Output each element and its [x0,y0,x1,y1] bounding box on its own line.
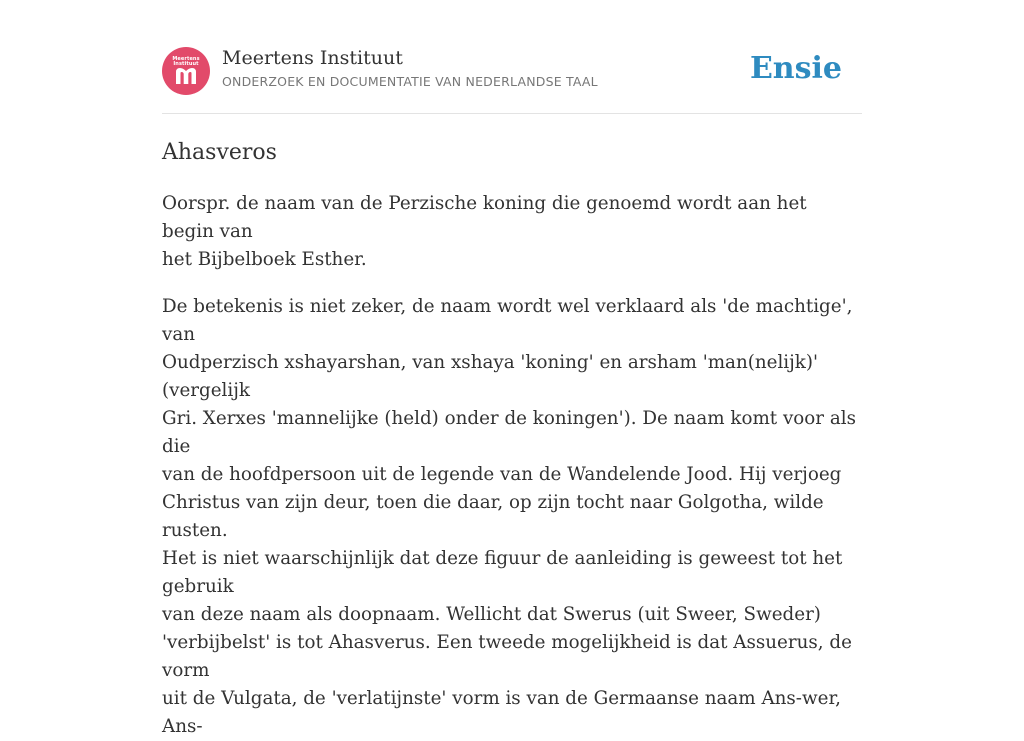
ensie-brand-logo[interactable]: Ensie [749,51,842,86]
entry-paragraph: De betekenis is niet zeker, de naam wordt wel verklaard als 'de machtige', van Oudperzisch xshayarshan, van xshaya 'koning' en arsham 'man(nelijk)' (vergelijk Gri. Xerxes 'mannelijke (held) onder de koningen'). De naam komt voor als die van de hoofdpersoon uit de legende van de Wandelende Jood. Hij verjoeg Christus van zijn deur, toen die daar, op zijn tocht naar Golgotha, wilde rusten. Het is niet waarschijnlijk dat deze figuur de aanleiding is geweest tot het gebruik van deze naam als doopnaam. Wellicht dat Swerus (uit Sweer, Sweder) 'verbijbelst' is tot Ahasverus. Een tweede mogelijkheid is dat Assuerus, de vorm uit de Vulgata, de 'verlatijnste' vorm is van de Germaanse naam Ans-wer, Ans- [162,296,856,737]
entry-content [162,136,862,741]
logo-text-line2: Instituut [173,61,199,67]
institute-tagline: ONDERZOEK EN DOCUMENTATIE VAN NEDERLANDSE TAAL [222,74,598,89]
meertens-logo[interactable] [162,47,210,95]
m-logo-icon [175,67,197,85]
entry-paragraph: Oorspr. de naam van de Perzische koning die genoemd wordt aan het begin van het Bijbelboek Esther. [162,193,807,270]
institute-name[interactable]: Meertens Instituut [222,47,403,69]
site-header [162,0,862,114]
logo-text-line1: Meertens [172,56,200,62]
entry-title: Ahasveros [162,140,277,165]
